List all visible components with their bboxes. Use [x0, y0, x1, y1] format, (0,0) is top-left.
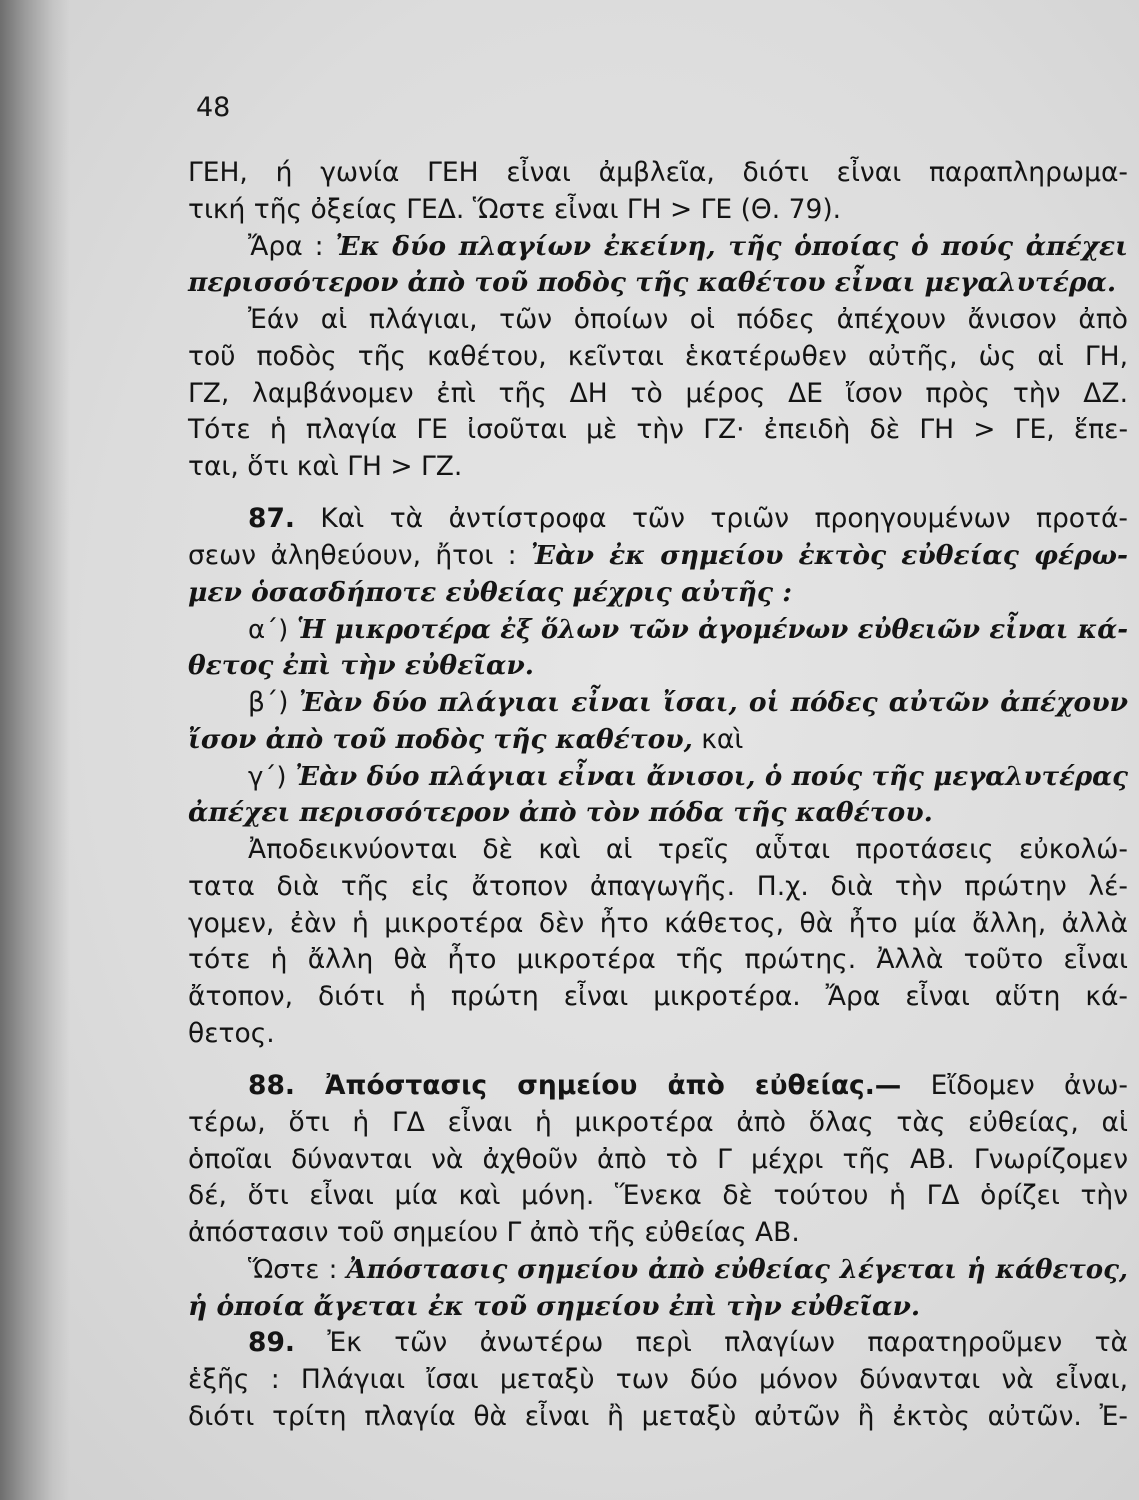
text-line: Τότε ἡ πλαγία ΓΕ ἰσοῦται μὲ τὴν ΓΖ· ἐπειδὴ δὲ ΓΗ > ΓΕ, ἕπε-: [188, 414, 1128, 445]
text-line: ὁποῖαι δύνανται νὰ ἀχθοῦν ἀπὸ τὸ Γ μέχρι τῆς ΑΒ. Γνωρίζομεν: [188, 1144, 1128, 1175]
text-line: α΄) Ἡ μικροτέρα ἐξ ὅλων τῶν ἀγομένων εὐθειῶν εἶναι κά-: [248, 615, 1128, 645]
text-line: [188, 266, 1128, 300]
text-line: Ὥστε : Ἀπόστασις σημείου ἀπὸ εὐθείας λέγεται ἡ κάθετος,: [248, 1255, 1128, 1285]
emphasis-text: Ἐκ δύο πλαγίων ἐκείνη, τῆς ὁποίας ὁ πούς ἀπέχει: [335, 231, 1128, 262]
text-line: τατα διὰ τῆς εἰς ἄτοπον ἀπαγωγῆς. Π.χ. διὰ τὴν πρώτην λέ-: [188, 871, 1128, 902]
text-line: Ἐάν αἱ πλάγιαι, τῶν ὁποίων οἱ πόδες ἀπέχουν ἄνισον ἀπὸ: [248, 304, 1128, 335]
text-line: τότε ἡ ἄλλη θὰ ἦτο μικροτέρα τῆς πρώτης. Ἀλλὰ τοῦτο εἶναι: [188, 944, 1128, 975]
text-line: [188, 796, 1128, 830]
text-line: 88. Ἀπόστασις σημείου ἀπὸ εὐθείας.— Εἴδομεν ἀνω-: [248, 1070, 1128, 1101]
text-line: γομεν, ἐὰν ἡ μικροτέρα δὲν ἦτο κάθετος, θὰ ἦτο μία ἄλλη, ἀλλὰ: [188, 908, 1128, 939]
text-line: β΄) Ἐὰν δύο πλάγιαι εἶναι ἴσαι, οἱ πόδες αὐτῶν ἀπέχουν: [248, 687, 1128, 718]
text-line: θετος.: [188, 1018, 275, 1049]
text-line: [188, 576, 1128, 610]
text-line: 87. Καὶ τὰ ἀντίστροφα τῶν τριῶν προηγουμένων προτά-: [248, 503, 1128, 534]
text-line: [188, 649, 1128, 683]
page-number: 48: [196, 92, 231, 123]
emphasis-text: ἡ ὁποία ἄγεται ἐκ τοῦ σημείου ἐπὶ τὴν εὐθεῖαν.: [188, 1291, 921, 1322]
text-line: Ἀποδεικνύονται δὲ καὶ αἱ τρεῖς αὗται προτάσεις εὐκολώ-: [248, 834, 1128, 865]
text-line: διότι τρίτη πλαγία θὰ εἶναι ἢ μεταξὺ αὐτῶν ἢ ἐκτὸς αὐτῶν. Ἐ-: [188, 1401, 1128, 1432]
section-number: 87.: [248, 503, 295, 534]
text-line: Ἄρα : Ἐκ δύο πλαγίων ἐκείνη, τῆς ὁποίας ὁ πούς ἀπέχει: [248, 231, 1128, 262]
emphasis-text: Ἡ μικροτέρα ἐξ ὅλων τῶν ἀγομένων εὐθειῶν εἶναι κά-: [296, 615, 1128, 645]
emphasis-text: Ἐὰν δύο πλάγιαι εἶναι ἄνισοι, ὁ πούς τῆς μεγαλυτέρας: [295, 762, 1129, 792]
text-line: ἄτοπον, διότι ἡ πρώτη εἶναι μικροτέρα. Ἄρα εἶναι αὕτη κά-: [188, 981, 1128, 1012]
section-number: 89.: [248, 1327, 295, 1358]
emphasis-text: περισσότερον ἀπὸ τοῦ ποδὸς τῆς καθέτου εἶναι μεγαλυτέρα.: [188, 267, 1117, 298]
emphasis-text: μεν ὁσασδήποτε εὐθείας μέχρις αὐτῆς :: [188, 577, 793, 608]
emphasis-text: ἴσον ἀπὸ τοῦ ποδὸς τῆς καθέτου,: [188, 724, 693, 755]
text-line: ἴσον ἀπὸ τοῦ ποδὸς τῆς καθέτου, καὶ: [188, 724, 744, 755]
text-line: γ΄) Ἐὰν δύο πλάγιαι εἶναι ἄνισοι, ὁ πούς τῆς μεγαλυτέρας: [248, 762, 1129, 792]
section-heading: Ἀπόστασις σημείου ἀπὸ εὐθείας.—: [294, 1070, 902, 1101]
text-line: 89. Ἐκ τῶν ἀνωτέρω περὶ πλαγίων παρατηροῦμεν τὰ: [248, 1327, 1128, 1358]
text-line: τέρω, ὅτι ἡ ΓΔ εἶναι ἡ μικροτέρα ἀπὸ ὅλας τὰς εὐθείας, αἱ: [188, 1107, 1128, 1138]
section-number: 88.: [248, 1070, 295, 1101]
text-line: ΓΖ, λαμβάνομεν ἐπὶ τῆς ΔΗ τὸ μέρος ΔΕ ἴσον πρὸς τὴν ΔΖ.: [188, 378, 1128, 409]
text-line: σεων ἀληθεύουν, ἤτοι : Ἐὰν ἐκ σημείου ἐκτὸς εὐθείας φέρω-: [188, 540, 1128, 571]
emphasis-text: Ἀπόστασις σημείου ἀπὸ εὐθείας λέγεται ἡ κάθετος,: [346, 1255, 1128, 1285]
text-line: ΓΕΗ, ή γωνία ΓΕΗ εἶναι ἀμβλεῖα, διότι εἶναι παραπληρωμα-: [188, 157, 1128, 188]
emphasis-text: ἀπέχει περισσότερον ἀπὸ τὸν πόδα τῆς καθέτου.: [188, 797, 933, 828]
text-line: τική τῆς ὀξείας ΓΕΔ. Ὥστε εἶναι ΓΗ > ΓΕ (Θ. 79).: [188, 194, 842, 225]
emphasis-text: Ἐὰν ἐκ σημείου ἐκτὸς εὐθείας φέρω-: [530, 540, 1128, 571]
text-line: ἑξῆς : Πλάγιαι ἴσαι μεταξὺ των δύο μόνον δύνανται νὰ εἶναι,: [188, 1364, 1128, 1395]
text-line: τοῦ ποδὸς τῆς καθέτου, κεῖνται ἑκατέρωθεν αὐτῆς, ὡς αἱ ΓΗ,: [188, 341, 1128, 372]
emphasis-text: Ἐὰν δύο πλάγιαι εἶναι ἴσαι, οἱ πόδες αὐτῶν ἀπέχουν: [298, 687, 1128, 718]
text-line: ται, ὅτι καὶ ΓΗ > ΓΖ.: [188, 451, 463, 482]
text-line: ἀπόστασιν τοῦ σημείου Γ ἀπὸ τῆς εὐθείας ΑΒ.: [188, 1217, 800, 1248]
emphasis-text: θετος ἐπὶ τὴν εὐθεῖαν.: [188, 650, 535, 681]
text-line: [188, 1290, 1128, 1324]
text-line: δέ, ὅτι εἶναι μία καὶ μόνη. Ἕνεκα δὲ τούτου ἡ ΓΔ ὁρίζει τὴν: [188, 1180, 1128, 1211]
page-gutter-shadow: [0, 0, 70, 1500]
